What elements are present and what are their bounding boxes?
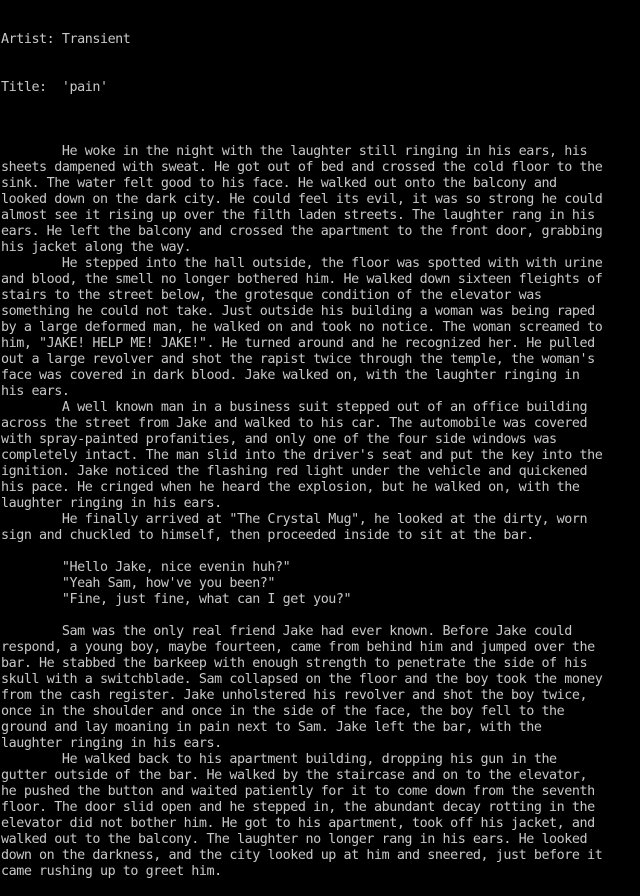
story-line: He woke in the night with the laughter still ringing in his ears, his [1, 144, 588, 159]
story-line: stairs to the street below, the grotesque condition of the elevator was [1, 288, 542, 303]
story-line: ignition. Jake noticed the flashing red light under the vehicle and quickened [1, 464, 588, 479]
story-line: him, "JAKE! HELP ME! JAKE!". He turned around and he recognized her. He pulled [1, 336, 595, 351]
story-line: ears. He left the balcony and crossed the apartment to the front door, grabbing [1, 224, 603, 239]
story-line: bar. He stabbed the barkeep with enough strength to penetrate the side of his [1, 656, 588, 671]
artist-line: Artist: Transient [1, 32, 131, 47]
story-line: looked down on the dark city. He could feel its evil, it was so strong he could [1, 192, 603, 207]
story-line: completely intact. The man slid into the driver's seat and put the key into the [1, 448, 603, 463]
story-line: he pushed the button and waited patiently for it to come down from the seventh [1, 784, 595, 799]
story-line [1, 608, 640, 624]
story-line: his ears. [1, 384, 70, 399]
story-line: "Hello Jake, nice evenin huh?" [1, 560, 291, 575]
story-line: floor. The door slid open and he stepped in, the abundant decay rotting in the [1, 800, 595, 815]
story-line: He stepped into the hall outside, the floor was spotted with with urine [1, 256, 603, 271]
story-line: came rushing up to greet him. [1, 864, 222, 879]
story-line: by a large deformed man, he walked on and took no notice. The woman screamed to [1, 320, 603, 335]
story-line: laughter ringing in his ears. [1, 736, 222, 751]
story-line: almost see it rising up over the filth laden streets. The laughter rang in his [1, 208, 595, 223]
story-line [1, 544, 640, 560]
story-line: sheets dampened with sweat. He got out of bed and crossed the cold floor to the [1, 160, 603, 175]
story-line: A well known man in a business suit stepped out of an office building [1, 400, 588, 415]
story-line: Sam was the only real friend Jake had ever known. Before Jake could [1, 624, 572, 639]
story-line: his jacket along the way. [1, 240, 192, 255]
story-line: He finally arrived at "The Crystal Mug", he looked at the dirty, worn [1, 512, 588, 527]
story-line: and blood, the smell no longer bothered him. He walked down sixteen fleights of [1, 272, 603, 287]
story-line: his pace. He cringed when he heard the explosion, but he walked on, with the [1, 480, 580, 495]
story-line [1, 128, 640, 144]
story-line: with spray-painted profanities, and only one of the four side windows was [1, 432, 557, 447]
story-line: skull with a switchblade. Sam collapsed on the floor and the boy took the money [1, 672, 603, 687]
story-line: He walked back to his apartment building, dropping his gun in the [1, 752, 557, 767]
story-line: walked out to the balcony. The laughter no longer rang in his ears. He looked [1, 832, 588, 847]
story-line: once in the shoulder and once in the side of the face, the boy fell to the [1, 704, 565, 719]
story-line: "Fine, just fine, what can I get you?" [1, 592, 352, 607]
story-line: ground and lay moaning in pain next to Sam. Jake left the bar, with the [1, 720, 542, 735]
story-body [1, 128, 640, 880]
story-line: elevator did not bother him. He got to his apartment, took off his jacket, and [1, 816, 595, 831]
story-line: gutter outside of the bar. He walked by the staircase and on to the elevator, [1, 768, 588, 783]
story-line: sign and chuckled to himself, then proceeded inside to sit at the bar. [1, 528, 534, 543]
story-line: laughter ringing in his ears. [1, 496, 222, 511]
story-line: "Yeah Sam, how've you been?" [1, 576, 276, 591]
story-line: respond, a young boy, maybe fourteen, came from behind him and jumped over the [1, 640, 595, 655]
title-line: Title: 'pain' [1, 80, 108, 95]
story-line: out a large revolver and shot the rapist twice through the temple, the woman's [1, 352, 595, 367]
story-line: sink. The water felt good to his face. He walked out onto the balcony and [1, 176, 557, 191]
story-line: across the street from Jake and walked to his car. The automobile was covered [1, 416, 588, 431]
story-line: down on the darkness, and the city looked up at him and sneered, just before it [1, 848, 603, 863]
story-line: something he could not take. Just outside his building a woman was being raped [1, 304, 595, 319]
story-line: face was covered in dark blood. Jake walked on, with the laughter ringing in [1, 368, 580, 383]
story-line: from the cash register. Jake unholstered his revolver and shot the boy twice, [1, 688, 588, 703]
